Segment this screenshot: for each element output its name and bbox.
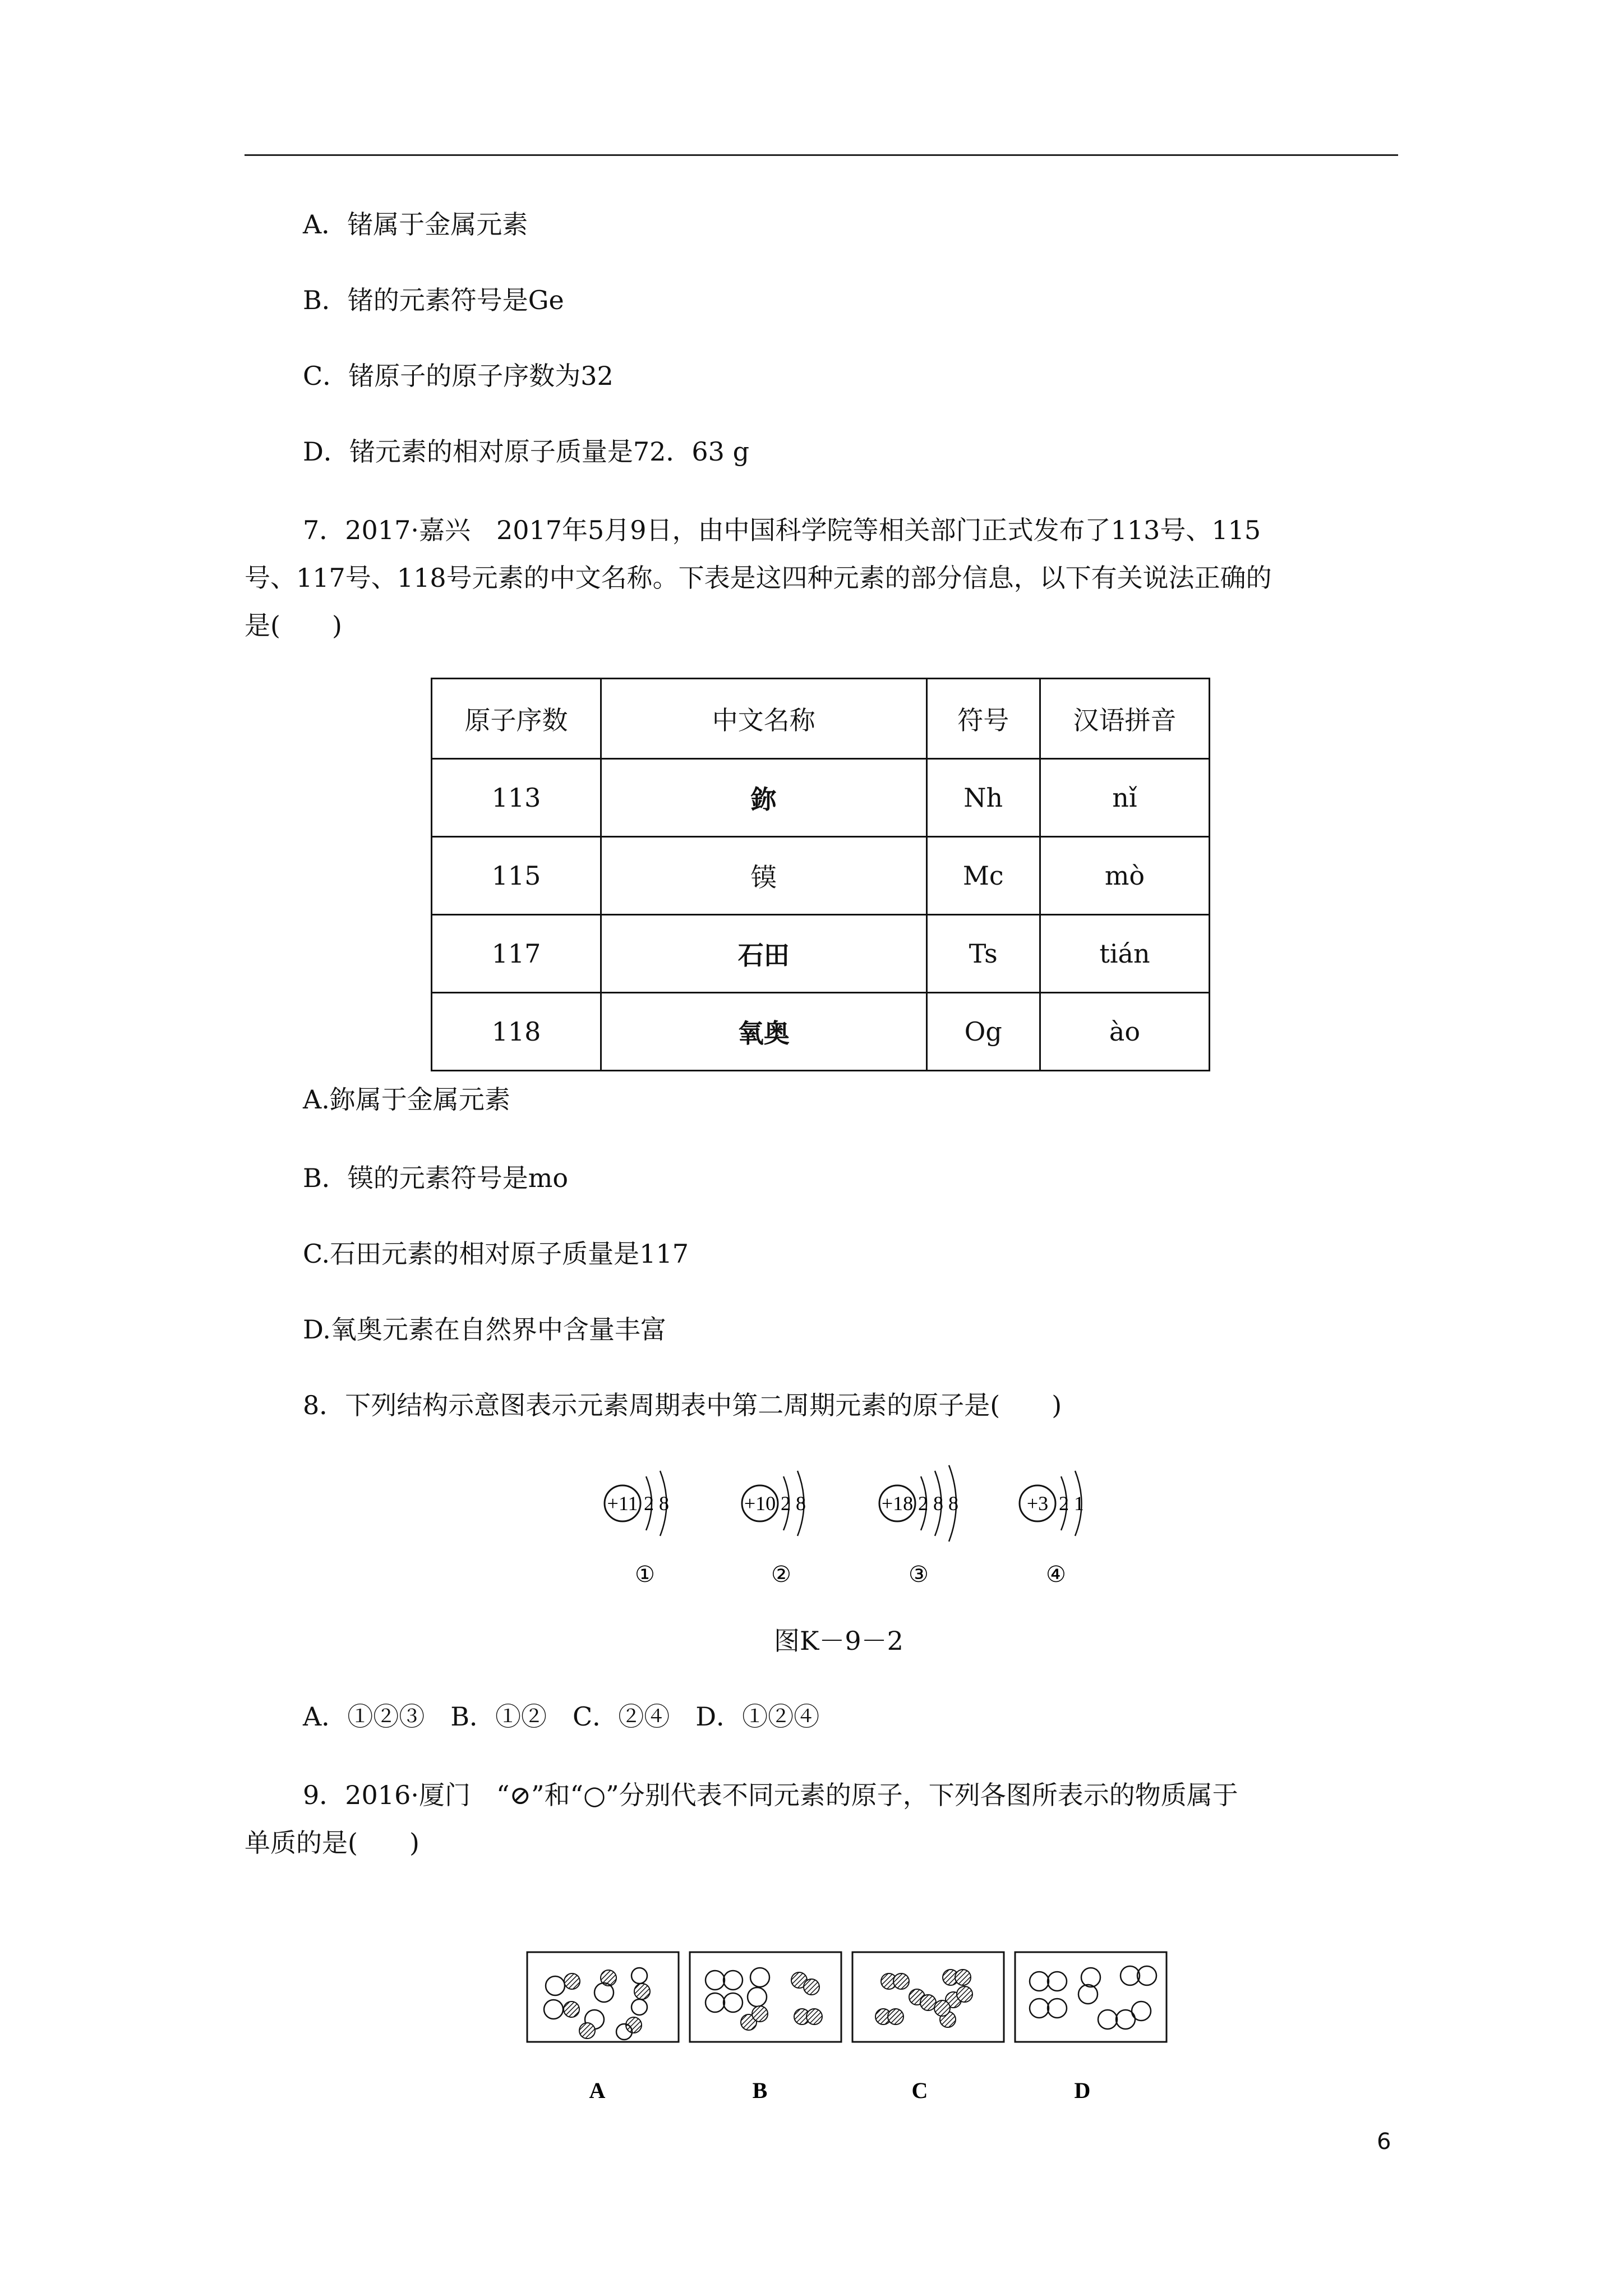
q9-stem-line1: 9．2016·厦门 “⊘”和“○”分别代表不同元素的原子，下列各图所表示的物质属于 <box>303 1780 1238 1810</box>
table-header: 原子序数 <box>432 679 601 759</box>
table-cell: 113 <box>432 759 601 837</box>
diagram-label: ③ <box>909 1562 929 1587</box>
q6-option-c: C．锗原子的原子序数为32 <box>303 361 614 391</box>
table-cell: 鉨 <box>601 759 927 837</box>
nucleus-label: +3 <box>1026 1492 1049 1515</box>
q6-option-d: D．锗元素的相对原子质量是72．63 g <box>303 436 750 467</box>
diagram-label: ② <box>771 1562 791 1587</box>
table-row <box>432 915 1210 993</box>
box-a <box>527 1952 679 2103</box>
q6-option-b: B．锗的元素符号是Ge <box>303 285 564 315</box>
table-cell: ào <box>1040 993 1209 1071</box>
table-header-row <box>432 679 1210 759</box>
table-row <box>432 837 1210 915</box>
element-table <box>431 678 1210 1071</box>
shell-electrons: 2 8 <box>781 1492 806 1515</box>
table-row <box>432 993 1210 1071</box>
table-cell: 118 <box>432 993 601 1071</box>
box-label: B <box>752 2078 768 2103</box>
atom-diagram-3 <box>879 1465 958 1587</box>
box-c <box>852 1952 1004 2103</box>
table-cell: Ts <box>926 915 1040 993</box>
shell-electrons: 2 8 8 <box>918 1492 958 1515</box>
diagram-label: ④ <box>1046 1562 1066 1587</box>
box-label: C <box>911 2078 928 2103</box>
q7-option-c: C.石田元素的相对原子质量是117 <box>303 1239 689 1269</box>
table-cell: Nh <box>926 759 1040 837</box>
shell-electrons: 2 8 <box>644 1492 669 1515</box>
table-cell: Og <box>926 993 1040 1071</box>
q7-stem-line2: 号、117号、118号元素的中文名称。下表是这四种元素的部分信息，以下有关说法正确的 <box>245 563 1272 593</box>
nucleus-label: +18 <box>881 1492 914 1515</box>
atom-diagram-4 <box>1020 1471 1084 1587</box>
table-cell: 氧奥 <box>601 993 927 1071</box>
box-d <box>1015 1952 1166 2103</box>
table-cell: 镆 <box>601 837 927 915</box>
molecule-boxes-figure <box>524 1947 1175 2115</box>
table-cell: 115 <box>432 837 601 915</box>
shell-electrons: 2 1 <box>1059 1492 1084 1515</box>
box-b <box>690 1952 841 2103</box>
q6-option-a: A．锗属于金属元素 <box>303 209 528 240</box>
q7-option-d: D.氧奥元素在自然界中含量丰富 <box>303 1314 666 1345</box>
q7-stem-line1: 7．2017·嘉兴 2017年5月9日，由中国科学院等相关部门正式发布了113号、115 <box>303 515 1261 545</box>
q7-stem-line3: 是( ) <box>245 610 342 641</box>
q7-option-a: A.鉨属于金属元素 <box>303 1084 510 1115</box>
header-rule <box>245 154 1398 156</box>
q9-stem-line2: 单质的是( ) <box>245 1828 419 1858</box>
q8-options: A．①②③ B．①② C．②④ D．①②④ <box>303 1701 820 1732</box>
atom-structure-diagrams <box>583 1442 1122 1610</box>
table-cell: Mc <box>926 837 1040 915</box>
box-label: A <box>589 2078 606 2103</box>
table-cell: mò <box>1040 837 1209 915</box>
table-header: 汉语拼音 <box>1040 679 1209 759</box>
diagram-label: ① <box>635 1562 655 1587</box>
q8-stem: 8．下列结构示意图表示元素周期表中第二周期元素的原子是( ) <box>303 1390 1062 1420</box>
atom-diagram-1 <box>605 1471 669 1587</box>
q7-option-b: B．镆的元素符号是mo <box>303 1163 569 1193</box>
nucleus-label: +11 <box>607 1492 638 1515</box>
box-label: D <box>1074 2078 1091 2103</box>
page-number: 6 <box>1377 2129 1391 2155</box>
nucleus-label: +10 <box>744 1492 776 1515</box>
table-header: 符号 <box>926 679 1040 759</box>
table-cell: tián <box>1040 915 1209 993</box>
table-cell: 117 <box>432 915 601 993</box>
table-header: 中文名称 <box>601 679 927 759</box>
table-cell: nǐ <box>1040 759 1209 837</box>
table-cell: 石田 <box>601 915 927 993</box>
table-row <box>432 759 1210 837</box>
atom-diagram-2 <box>742 1471 806 1587</box>
figure-caption: 图K－9－2 <box>774 1626 903 1656</box>
